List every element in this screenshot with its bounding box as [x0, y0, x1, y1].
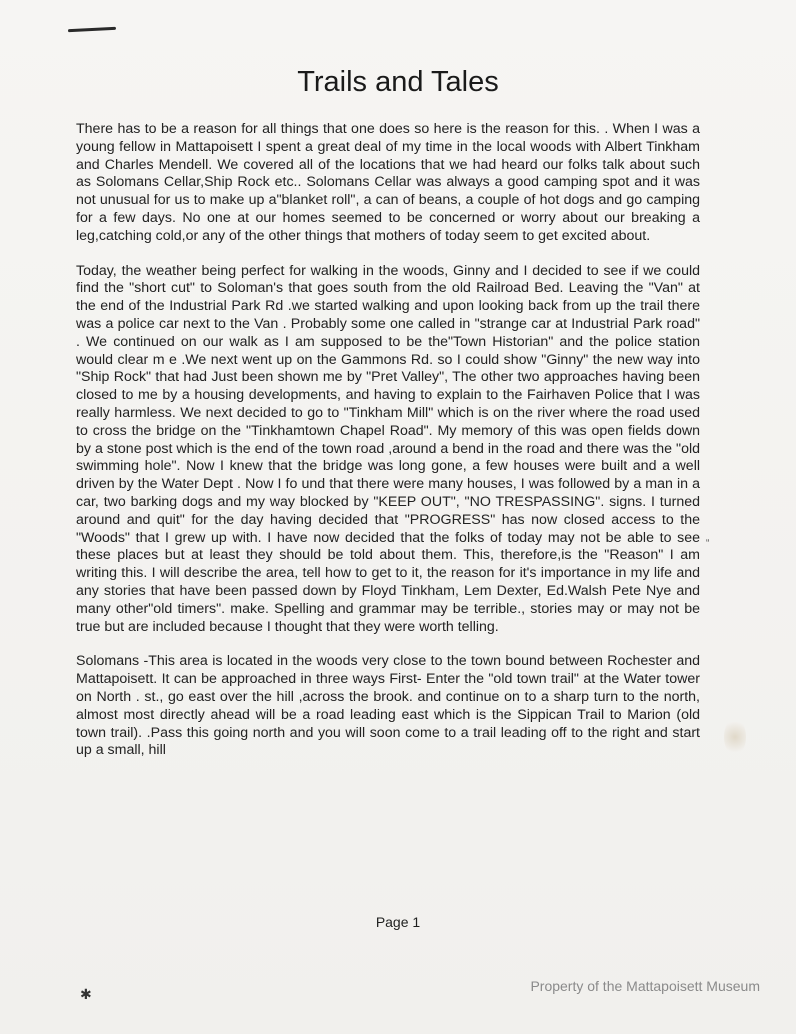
paragraph-today-walk: Today, the weather being perfect for walking in the woods, Ginny and I decided to see if we could find the "short cut" to Soloman's that goes south from the old Railroad Bed. Leaving the "Van" at the end of the Industrial Park Rd .we started walking and upon looking back from up the trail there was a police car next to the Van . Probably some one called in "strange car at Industrial Park road" . We continued on our walk as I am supposed to be the"Town Historian" and the police station would clear m e .We next went up on the Gammons Rd. so I could show "Ginny" the new way into "Ship Rock" that had Just been shown me by "Pret Valley", The other two approaches having been closed to me by a housing developments, and having to explain to the Fairhaven Police that I was really harmless. We next decided to go to "Tinkham Mill" which is on the river where the road used to cross the bridge on the "Tinkhamtown Chapel Road". My memory of this was open fields down by a stone post which is the end of the town road ,around a bend in the road and there was the "old swimming hole". Now I knew that the bridge was long gone, a few houses were built and a well driven by the Water Dept . Now I fo und that there were many houses, I was followed by a man in a car, two barking dogs and my way blocked by "KEEP OUT", "NO TRESPASSING". signs. I turned around and quit" for the day having decided that "PROGRESS" has now closed access to the "Woods" that I grew up with. I have now decided that the folks of today may not be able to see these places but at least they should be told about them. This, therefore,is the "Reason" I am writing this. I will describe the area, tell how to get to it, the reason for it's importance in my life and any stories that have been passed down by Floyd Tinkham, Lem Dexter, Ed.Walsh Pete Nye and many other"old timers". make. Spelling and grammar may be terrible., stories may or may not be true but are included because I thought that they were worth telling. [76, 262, 700, 635]
document-title: Trails and Tales [297, 66, 499, 98]
handwritten-margin-mark: “ [706, 538, 710, 549]
paragraph-solomans: Solomans -This area is located in the woods very close to the town bound between Rochester and Mattapoisett. It can be approached in three ways First- Enter the "old town trail" at the Water tower on North . st., go east over the hill ,across the brook. and continue on to a sharp turn to the north, almost most directly ahead will be a road leading east which is the Sippican Trail to Marion (old town trail). .Pass this going north and you will soon come to a trail leading off to the right and start up a small, hill [76, 653, 700, 759]
museum-watermark: Property of the Mattapoisett Museum [530, 978, 760, 994]
page-number: Page 1 [375, 914, 421, 930]
paragraph-reason: There has to be a reason for all things that one does so here is the reason for this. . When I was a young fellow in Mattapoisett I spent a great deal of my time in the local woods with Albert Tinkham and Charles Mendell. We covered all of the locations that we had heard our folks talk about such as Solomans Cellar,Ship Rock etc.. Solomans Cellar was always a good camping spot and it was not unusual for us to make up a"blanket roll", a can of beans, a couple of hot dogs and go camping for a few days. No one at our homes seemed to be concerned or worry about our breaking a leg,catching cold,or any of the other things that mothers of today seem to get excited about. [76, 121, 700, 244]
staple-mark [68, 27, 116, 33]
handwritten-asterisk: ✱ [80, 986, 92, 1002]
paper-stain [724, 718, 746, 756]
document-body [76, 121, 700, 777]
